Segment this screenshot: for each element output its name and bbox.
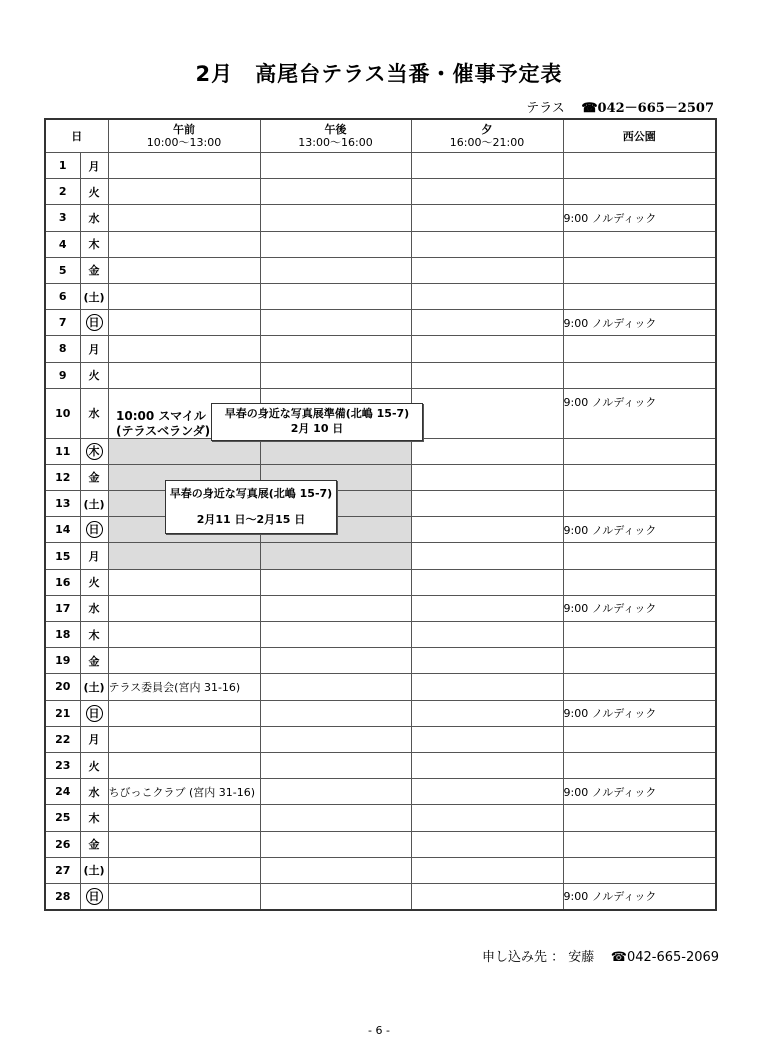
afternoon-cell: [260, 438, 411, 464]
evening-cell: [411, 438, 563, 464]
weekday-label: 水: [88, 602, 100, 616]
day-row: [45, 779, 716, 805]
west-park-cell: [563, 726, 716, 752]
weekday: [80, 857, 108, 883]
day-number: 8: [45, 336, 80, 362]
weekday: [80, 283, 108, 309]
day-number: 9: [45, 362, 80, 388]
west-park-cell: [563, 674, 716, 700]
morning-cell: [108, 283, 260, 309]
morning-cell: [108, 857, 260, 883]
smile-event-line2: (テラスベランダ): [116, 424, 211, 438]
day-number: 27: [45, 857, 80, 883]
evening-cell: [411, 179, 563, 205]
evening-cell: [411, 622, 563, 648]
footer-label: 申し込み先 ： 安藤: [482, 950, 595, 965]
weekday-label: 日: [86, 705, 103, 722]
morning-cell: [108, 543, 260, 569]
weekday: [80, 674, 108, 700]
day-number: 17: [45, 595, 80, 621]
west-park-cell: [563, 153, 716, 179]
morning-cell: [108, 569, 260, 595]
evening-cell: [411, 310, 563, 336]
afternoon-cell: [260, 779, 411, 805]
evening-cell: [411, 362, 563, 388]
evening-cell: [411, 883, 563, 909]
afternoon-cell: [260, 752, 411, 778]
weekday: [80, 726, 108, 752]
day-number: 16: [45, 569, 80, 595]
weekday: [80, 310, 108, 336]
weekday-label: 日: [86, 314, 103, 331]
afternoon-cell: [260, 883, 411, 909]
day-row: [45, 595, 716, 621]
day-row: [45, 752, 716, 778]
weekday: [80, 491, 108, 517]
evening-cell: [411, 257, 563, 283]
west-park-cell: [563, 752, 716, 778]
day-row: [45, 700, 716, 726]
afternoon-cell: [260, 310, 411, 336]
day-row: [45, 648, 716, 674]
weekday: [80, 231, 108, 257]
evening-cell: [411, 779, 563, 805]
morning-cell: ちびっこクラブ (宮内 31-16): [108, 779, 260, 805]
afternoon-cell: [260, 257, 411, 283]
day-row: [45, 517, 716, 543]
afternoon-cell: [260, 622, 411, 648]
evening-cell: [411, 569, 563, 595]
day-row: [45, 622, 716, 648]
day-number: 24: [45, 779, 80, 805]
day-number: 6: [45, 283, 80, 309]
evening-cell: [411, 674, 563, 700]
weekday-label: 木: [88, 811, 100, 825]
west-park-cell: [563, 438, 716, 464]
morning-cell: [108, 438, 260, 464]
day-number: 7: [45, 310, 80, 336]
photo-prep-line2: 2月 10 日: [290, 422, 344, 435]
weekday-label: 火: [88, 576, 100, 590]
evening-cell: [411, 648, 563, 674]
day-number: 21: [45, 700, 80, 726]
day-number: 10: [45, 388, 80, 438]
header-west-park: 西公園: [563, 119, 716, 153]
photo-exhibit-line2: 2月11 日～2月15 日: [196, 513, 306, 526]
west-park-cell: [563, 464, 716, 490]
morning-cell: [108, 205, 260, 231]
west-park-cell: [563, 648, 716, 674]
west-park-cell: 9:00 ノルディック: [563, 595, 716, 621]
weekday: [80, 205, 108, 231]
contact-phone: ☎042－665－2507: [581, 101, 714, 116]
west-park-cell: 9:00 ノルディック: [563, 310, 716, 336]
header-morning: [108, 119, 260, 153]
photo-exhibit-line1: 早春の身近な写真展(北嶋 15-7): [169, 487, 333, 500]
header-row: [45, 119, 716, 153]
weekday-label: (土): [83, 680, 105, 694]
afternoon-cell: [260, 283, 411, 309]
west-park-cell: [563, 831, 716, 857]
header-evening: [411, 119, 563, 153]
day-row: [45, 726, 716, 752]
evening-cell: [411, 857, 563, 883]
morning-cell: [108, 700, 260, 726]
evening-cell: [411, 595, 563, 621]
afternoon-cell: [260, 726, 411, 752]
day-number: 11: [45, 438, 80, 464]
weekday: [80, 388, 108, 438]
day-row: [45, 831, 716, 857]
west-park-cell: [563, 231, 716, 257]
weekday-label: 金: [88, 471, 100, 485]
morning-cell: [108, 883, 260, 909]
weekday-label: (土): [83, 290, 105, 304]
header-evening-time: 16:00～21:00: [449, 136, 525, 149]
weekday-label: 火: [88, 185, 100, 199]
day-number: 22: [45, 726, 80, 752]
weekday: [80, 883, 108, 909]
day-row: [45, 805, 716, 831]
morning-cell: [108, 595, 260, 621]
day-row: [45, 674, 716, 700]
weekday: [80, 779, 108, 805]
evening-cell: [411, 831, 563, 857]
weekday-label: 月: [88, 733, 100, 747]
morning-cell: テラス委員会(宮内 31-16): [108, 674, 260, 700]
west-park-cell: [563, 543, 716, 569]
weekday-label: (土): [83, 864, 105, 878]
morning-cell: [108, 179, 260, 205]
afternoon-cell: [260, 700, 411, 726]
footer-phone: ☎042-665-2069: [610, 950, 720, 965]
day-row: [45, 362, 716, 388]
west-park-cell: 9:00 ノルディック: [563, 205, 716, 231]
day-number: 12: [45, 464, 80, 490]
weekday: [80, 438, 108, 464]
day-row: [45, 857, 716, 883]
header-evening-label: 夕: [481, 123, 493, 136]
photo-exhibit-box: [165, 480, 337, 534]
day-row: [45, 491, 716, 517]
weekday-label: (土): [83, 497, 105, 511]
weekday-label: 木: [88, 628, 100, 642]
schedule-table: [44, 118, 717, 911]
evening-cell: [411, 805, 563, 831]
afternoon-cell: [260, 569, 411, 595]
day-row: [45, 283, 716, 309]
west-park-cell: [563, 179, 716, 205]
weekday-label: 金: [88, 654, 100, 668]
day-row: [45, 464, 716, 490]
evening-cell: [411, 388, 563, 438]
weekday-label: 金: [88, 264, 100, 278]
weekday-label: 月: [88, 550, 100, 564]
morning-cell: [108, 231, 260, 257]
day-number: 1: [45, 153, 80, 179]
weekday: [80, 517, 108, 543]
day-number: 23: [45, 752, 80, 778]
header-afternoon-time: 13:00～16:00: [298, 136, 373, 149]
morning-cell: [108, 805, 260, 831]
weekday-label: 月: [88, 342, 100, 356]
weekday-label: 水: [88, 407, 100, 421]
header-day: 日: [45, 119, 108, 153]
day-number: 19: [45, 648, 80, 674]
page-title: 2月 高尾台テラス当番・催事予定表: [195, 62, 563, 86]
weekday-label: 水: [88, 211, 100, 225]
weekday-label: 木: [86, 443, 103, 460]
evening-cell: [411, 752, 563, 778]
day-number: 14: [45, 517, 80, 543]
west-park-cell: [563, 362, 716, 388]
morning-cell: [108, 831, 260, 857]
weekday-label: 日: [86, 888, 103, 905]
weekday: [80, 153, 108, 179]
weekday: [80, 179, 108, 205]
afternoon-cell: [260, 674, 411, 700]
west-park-cell: [563, 491, 716, 517]
day-row: [45, 438, 716, 464]
afternoon-cell: [260, 648, 411, 674]
west-park-cell: 9:00 ノルディック: [563, 779, 716, 805]
weekday: [80, 464, 108, 490]
day-row: [45, 543, 716, 569]
weekday: [80, 362, 108, 388]
application-contact: [482, 946, 719, 965]
west-park-cell: 9:00 ノルディック: [563, 700, 716, 726]
morning-cell: [108, 362, 260, 388]
day-row: [45, 883, 716, 909]
evening-cell: [411, 153, 563, 179]
weekday-label: 火: [88, 369, 100, 383]
afternoon-cell: [260, 153, 411, 179]
weekday-label: 日: [86, 521, 103, 538]
smile-event: [116, 409, 210, 439]
morning-cell: [108, 257, 260, 283]
evening-cell: [411, 517, 563, 543]
morning-cell: [108, 336, 260, 362]
weekday: [80, 622, 108, 648]
afternoon-cell: [260, 362, 411, 388]
afternoon-cell: [260, 805, 411, 831]
weekday: [80, 257, 108, 283]
day-number: 13: [45, 491, 80, 517]
evening-cell: [411, 231, 563, 257]
evening-cell: [411, 336, 563, 362]
west-park-cell: [563, 283, 716, 309]
evening-cell: [411, 491, 563, 517]
west-park-cell: [563, 622, 716, 648]
day-number: 15: [45, 543, 80, 569]
afternoon-cell: [260, 205, 411, 231]
weekday-label: 水: [88, 785, 100, 799]
evening-cell: [411, 700, 563, 726]
west-park-cell: [563, 569, 716, 595]
day-row: [45, 257, 716, 283]
day-row: [45, 153, 716, 179]
weekday: [80, 700, 108, 726]
day-row: [45, 179, 716, 205]
evening-cell: [411, 726, 563, 752]
west-park-cell: 9:00 ノルディック: [563, 517, 716, 543]
evening-cell: [411, 464, 563, 490]
west-park-cell: [563, 805, 716, 831]
afternoon-cell: [260, 831, 411, 857]
weekday: [80, 336, 108, 362]
day-row: [45, 205, 716, 231]
header-afternoon-label: 午後: [324, 123, 347, 136]
morning-cell: [108, 310, 260, 336]
day-number: 2: [45, 179, 80, 205]
weekday: [80, 752, 108, 778]
header-afternoon: [260, 119, 411, 153]
weekday-label: 火: [88, 759, 100, 773]
page-number: - 6 -: [368, 1024, 390, 1037]
weekday: [80, 805, 108, 831]
day-number: 26: [45, 831, 80, 857]
evening-cell: [411, 205, 563, 231]
morning-cell: [108, 648, 260, 674]
afternoon-cell: [260, 336, 411, 362]
photo-prep-box: [211, 403, 423, 441]
evening-cell: [411, 283, 563, 309]
afternoon-cell: [260, 595, 411, 621]
day-number: 20: [45, 674, 80, 700]
day-number: 28: [45, 883, 80, 909]
weekday-label: 月: [88, 159, 100, 173]
day-number: 5: [45, 257, 80, 283]
morning-cell: [108, 153, 260, 179]
morning-cell: [108, 726, 260, 752]
weekday: [80, 569, 108, 595]
morning-cell: [108, 622, 260, 648]
weekday-label: 金: [88, 838, 100, 852]
day-number: 25: [45, 805, 80, 831]
day-number: 18: [45, 622, 80, 648]
afternoon-cell: [260, 543, 411, 569]
terrace-contact: [526, 97, 714, 116]
weekday: [80, 595, 108, 621]
weekday: [80, 543, 108, 569]
weekday-label: 木: [88, 238, 100, 252]
weekday: [80, 648, 108, 674]
evening-cell: [411, 543, 563, 569]
west-park-cell: [563, 857, 716, 883]
afternoon-cell: [260, 231, 411, 257]
day-row: [45, 336, 716, 362]
day-row: [45, 310, 716, 336]
contact-label: テラス: [526, 101, 565, 116]
smile-event-line1: 10:00 スマイル: [116, 409, 206, 423]
west-park-cell: [563, 336, 716, 362]
weekday: [80, 831, 108, 857]
photo-prep-line1: 早春の身近な写真展準備(北嶋 15-7): [224, 407, 410, 420]
day-number: 3: [45, 205, 80, 231]
day-number: 4: [45, 231, 80, 257]
afternoon-cell: [260, 179, 411, 205]
header-morning-time: 10:00～13:00: [146, 136, 222, 149]
header-morning-label: 午前: [173, 123, 195, 136]
day-row: [45, 231, 716, 257]
west-park-cell: 9:00 ノルディック: [563, 388, 716, 438]
day-row: [45, 569, 716, 595]
west-park-cell: 9:00 ノルディック: [563, 883, 716, 909]
west-park-cell: [563, 257, 716, 283]
morning-cell: [108, 752, 260, 778]
afternoon-cell: [260, 857, 411, 883]
